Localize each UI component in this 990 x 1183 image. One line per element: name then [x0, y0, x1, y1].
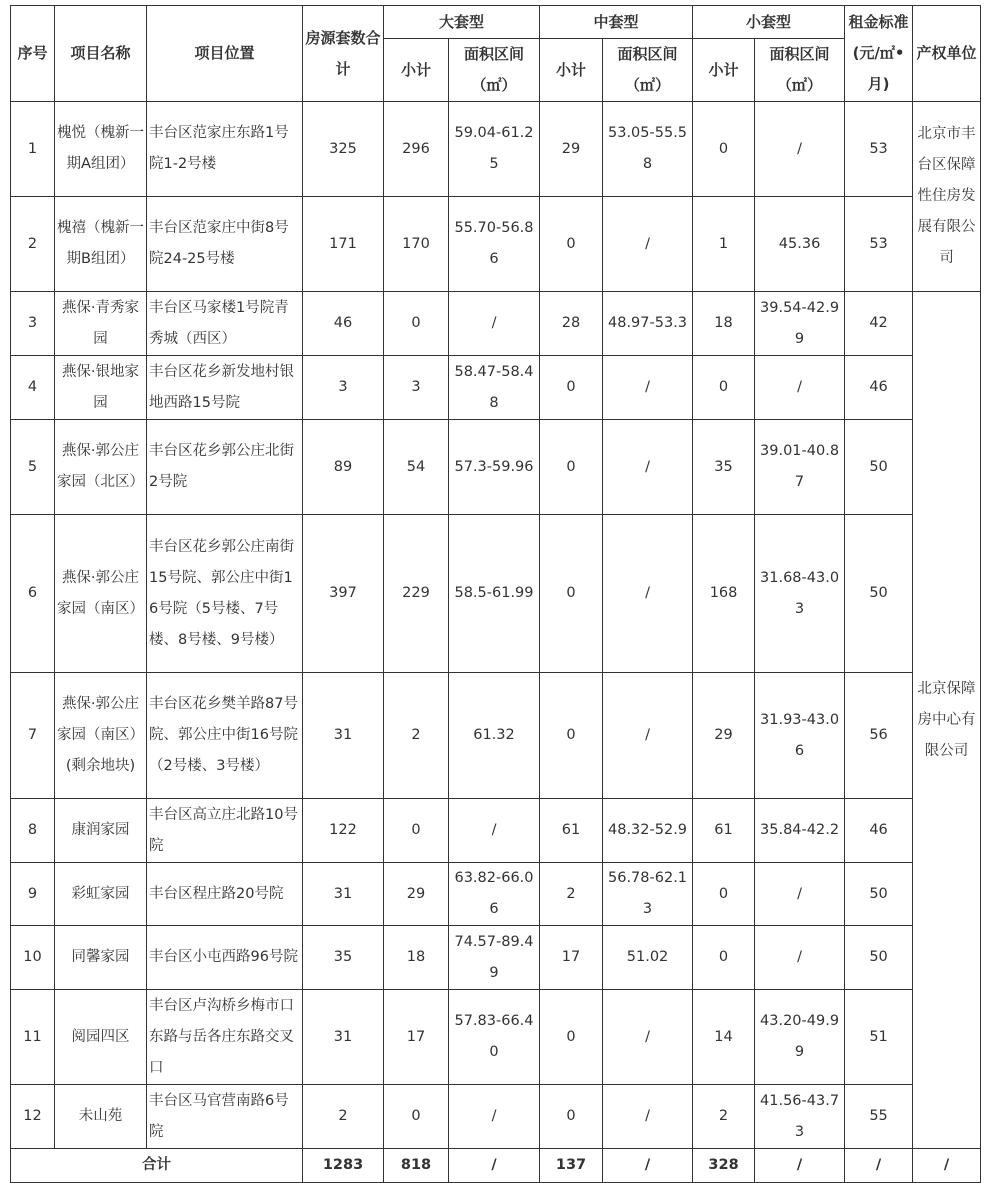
- owner-unit: 北京市丰台区保障性住房发展有限公司: [913, 102, 981, 292]
- large-count: 0: [384, 799, 449, 863]
- medium-area: /: [603, 673, 693, 799]
- project-location: 丰台区范家庄中街8号院24-25号楼: [147, 197, 303, 292]
- table-header: [11, 6, 981, 102]
- project-name: 彩虹家园: [55, 863, 147, 926]
- row-total-units: 35: [303, 926, 384, 990]
- project-location: 丰台区花乡樊羊路87号院、郭公庄中街16号院（2号楼、3号楼）: [147, 673, 303, 799]
- large-count: 29: [384, 863, 449, 926]
- medium-area: /: [603, 420, 693, 515]
- project-location: 丰台区花乡新发地村银地西路15号院: [147, 356, 303, 420]
- row-seq: 2: [11, 197, 55, 292]
- project-location: 丰台区花乡郭公庄南街15号院、郭公庄中街16号院（5号楼、7号楼、8号楼、9号楼）: [147, 515, 303, 673]
- project-name: 燕保·银地家园: [55, 356, 147, 420]
- totals-row: [11, 1149, 981, 1183]
- small-area: /: [755, 102, 845, 197]
- header-small-subtotal: 小计: [693, 39, 755, 102]
- row-seq: 1: [11, 102, 55, 197]
- large-count: 229: [384, 515, 449, 673]
- table-row: [11, 292, 981, 356]
- rent-standard: 50: [845, 863, 913, 926]
- table-row: [11, 515, 981, 673]
- large-area: /: [449, 292, 540, 356]
- project-location: 丰台区花乡郭公庄北街2号院: [147, 420, 303, 515]
- header-medium-area: 面积区间（㎡）: [603, 39, 693, 102]
- rent-standard: 46: [845, 799, 913, 863]
- small-count: 18: [693, 292, 755, 356]
- small-count: 61: [693, 799, 755, 863]
- row-total-units: 31: [303, 673, 384, 799]
- table-row: [11, 197, 981, 292]
- totals-total: 1283: [303, 1149, 384, 1183]
- medium-count: 0: [540, 420, 603, 515]
- small-count: 168: [693, 515, 755, 673]
- medium-count: 17: [540, 926, 603, 990]
- small-area: 41.56-43.73: [755, 1085, 845, 1149]
- table-row: [11, 863, 981, 926]
- row-seq: 12: [11, 1085, 55, 1149]
- medium-area: 53.05-55.58: [603, 102, 693, 197]
- medium-count: 0: [540, 1085, 603, 1149]
- table-row: [11, 799, 981, 863]
- row-total-units: 89: [303, 420, 384, 515]
- row-total-units: 31: [303, 863, 384, 926]
- row-seq: 3: [11, 292, 55, 356]
- small-area: /: [755, 356, 845, 420]
- small-area: 45.36: [755, 197, 845, 292]
- row-total-units: 2: [303, 1085, 384, 1149]
- totals-small-area: /: [755, 1149, 845, 1183]
- totals-large-count: 818: [384, 1149, 449, 1183]
- totals-rent: /: [845, 1149, 913, 1183]
- project-name: 槐禧（槐新一期B组团）: [55, 197, 147, 292]
- large-count: 3: [384, 356, 449, 420]
- project-name: 康润家园: [55, 799, 147, 863]
- header-small: 小套型: [693, 6, 845, 39]
- header-owner: 产权单位: [913, 6, 981, 102]
- large-area: /: [449, 799, 540, 863]
- medium-count: 0: [540, 515, 603, 673]
- header-name: 项目名称: [55, 6, 147, 102]
- rent-standard: 55: [845, 1085, 913, 1149]
- small-area: 39.01-40.87: [755, 420, 845, 515]
- medium-count: 29: [540, 102, 603, 197]
- large-area: 58.47-58.48: [449, 356, 540, 420]
- totals-large-area: /: [449, 1149, 540, 1183]
- table-row: [11, 673, 981, 799]
- large-area: 57.83-66.40: [449, 990, 540, 1085]
- project-name: 同馨家园: [55, 926, 147, 990]
- header-large-area: 面积区间（㎡）: [449, 39, 540, 102]
- project-name: 燕保·郭公庄家园（南区）(剩余地块): [55, 673, 147, 799]
- table-row: [11, 102, 981, 197]
- small-count: 0: [693, 356, 755, 420]
- medium-count: 0: [540, 990, 603, 1085]
- totals-owner: /: [913, 1149, 981, 1183]
- rent-standard: 53: [845, 102, 913, 197]
- small-area: 31.68-43.03: [755, 515, 845, 673]
- large-count: 0: [384, 1085, 449, 1149]
- project-name: 槐悦（槐新一期A组团）: [55, 102, 147, 197]
- rent-standard: 53: [845, 197, 913, 292]
- table-body: [11, 102, 981, 1149]
- medium-area: /: [603, 990, 693, 1085]
- small-area: /: [755, 926, 845, 990]
- large-count: 296: [384, 102, 449, 197]
- row-seq: 8: [11, 799, 55, 863]
- large-area: 57.3-59.96: [449, 420, 540, 515]
- medium-area: 51.02: [603, 926, 693, 990]
- large-area: /: [449, 1085, 540, 1149]
- project-name: 未山苑: [55, 1085, 147, 1149]
- table-row: [11, 990, 981, 1085]
- header-total-units: 房源套数合计: [303, 6, 384, 102]
- small-count: 2: [693, 1085, 755, 1149]
- project-location: 丰台区范家庄东路1号院1-2号楼: [147, 102, 303, 197]
- row-total-units: 46: [303, 292, 384, 356]
- small-area: 39.54-42.99: [755, 292, 845, 356]
- row-total-units: 122: [303, 799, 384, 863]
- header-rent: 租金标准(元/㎡•月): [845, 6, 913, 102]
- row-total-units: 31: [303, 990, 384, 1085]
- medium-count: 2: [540, 863, 603, 926]
- medium-area: 56.78-62.13: [603, 863, 693, 926]
- project-name: 阅园四区: [55, 990, 147, 1085]
- project-name: 燕保·郭公庄家园（南区）: [55, 515, 147, 673]
- project-location: 丰台区高立庄北路10号院: [147, 799, 303, 863]
- table-row: [11, 356, 981, 420]
- project-name: 燕保·郭公庄家园（北区）: [55, 420, 147, 515]
- medium-area: /: [603, 197, 693, 292]
- medium-area: 48.97-53.3: [603, 292, 693, 356]
- small-area: /: [755, 863, 845, 926]
- medium-area: /: [603, 356, 693, 420]
- large-count: 2: [384, 673, 449, 799]
- small-count: 35: [693, 420, 755, 515]
- small-count: 0: [693, 102, 755, 197]
- medium-area: 48.32-52.9: [603, 799, 693, 863]
- small-count: 0: [693, 863, 755, 926]
- header-location: 项目位置: [147, 6, 303, 102]
- row-total-units: 3: [303, 356, 384, 420]
- small-count: 1: [693, 197, 755, 292]
- large-count: 18: [384, 926, 449, 990]
- large-area: 58.5-61.99: [449, 515, 540, 673]
- small-area: 43.20-49.99: [755, 990, 845, 1085]
- medium-count: 0: [540, 197, 603, 292]
- row-seq: 5: [11, 420, 55, 515]
- medium-count: 61: [540, 799, 603, 863]
- totals-medium-area: /: [603, 1149, 693, 1183]
- totals-medium-count: 137: [540, 1149, 603, 1183]
- small-area: 31.93-43.06: [755, 673, 845, 799]
- rent-standard: 42: [845, 292, 913, 356]
- large-area: 63.82-66.06: [449, 863, 540, 926]
- rent-standard: 50: [845, 515, 913, 673]
- medium-count: 28: [540, 292, 603, 356]
- small-area: 35.84-42.2: [755, 799, 845, 863]
- header-medium-subtotal: 小计: [540, 39, 603, 102]
- project-location: 丰台区小屯西路96号院: [147, 926, 303, 990]
- table-footer: [11, 1149, 981, 1183]
- rent-standard: 50: [845, 926, 913, 990]
- large-area: 74.57-89.49: [449, 926, 540, 990]
- row-seq: 4: [11, 356, 55, 420]
- large-count: 170: [384, 197, 449, 292]
- row-total-units: 171: [303, 197, 384, 292]
- rent-standard: 51: [845, 990, 913, 1085]
- row-seq: 11: [11, 990, 55, 1085]
- row-seq: 6: [11, 515, 55, 673]
- rent-standard: 56: [845, 673, 913, 799]
- header-seq: 序号: [11, 6, 55, 102]
- large-count: 17: [384, 990, 449, 1085]
- row-total-units: 325: [303, 102, 384, 197]
- header-small-area: 面积区间（㎡）: [755, 39, 845, 102]
- header-large-subtotal: 小计: [384, 39, 449, 102]
- project-location: 丰台区马官营南路6号院: [147, 1085, 303, 1149]
- totals-small-count: 328: [693, 1149, 755, 1183]
- medium-area: /: [603, 1085, 693, 1149]
- medium-area: /: [603, 515, 693, 673]
- row-seq: 7: [11, 673, 55, 799]
- large-count: 54: [384, 420, 449, 515]
- table-row: [11, 926, 981, 990]
- small-count: 0: [693, 926, 755, 990]
- project-location: 丰台区马家楼1号院青秀城（西区）: [147, 292, 303, 356]
- medium-count: 0: [540, 673, 603, 799]
- small-count: 29: [693, 673, 755, 799]
- large-count: 0: [384, 292, 449, 356]
- row-total-units: 397: [303, 515, 384, 673]
- project-location: 丰台区程庄路20号院: [147, 863, 303, 926]
- large-area: 61.32: [449, 673, 540, 799]
- large-area: 55.70-56.86: [449, 197, 540, 292]
- table-row: [11, 1085, 981, 1149]
- housing-table: [10, 5, 981, 1183]
- project-location: 丰台区卢沟桥乡梅市口东路与岳各庄东路交叉口: [147, 990, 303, 1085]
- header-medium: 中套型: [540, 6, 693, 39]
- medium-count: 0: [540, 356, 603, 420]
- small-count: 14: [693, 990, 755, 1085]
- owner-unit: 北京保障房中心有限公司: [913, 292, 981, 1149]
- rent-standard: 46: [845, 356, 913, 420]
- project-name: 燕保·青秀家园: [55, 292, 147, 356]
- table-row: [11, 420, 981, 515]
- totals-label: 合计: [11, 1149, 303, 1183]
- rent-standard: 50: [845, 420, 913, 515]
- row-seq: 9: [11, 863, 55, 926]
- header-large: 大套型: [384, 6, 540, 39]
- large-area: 59.04-61.25: [449, 102, 540, 197]
- row-seq: 10: [11, 926, 55, 990]
